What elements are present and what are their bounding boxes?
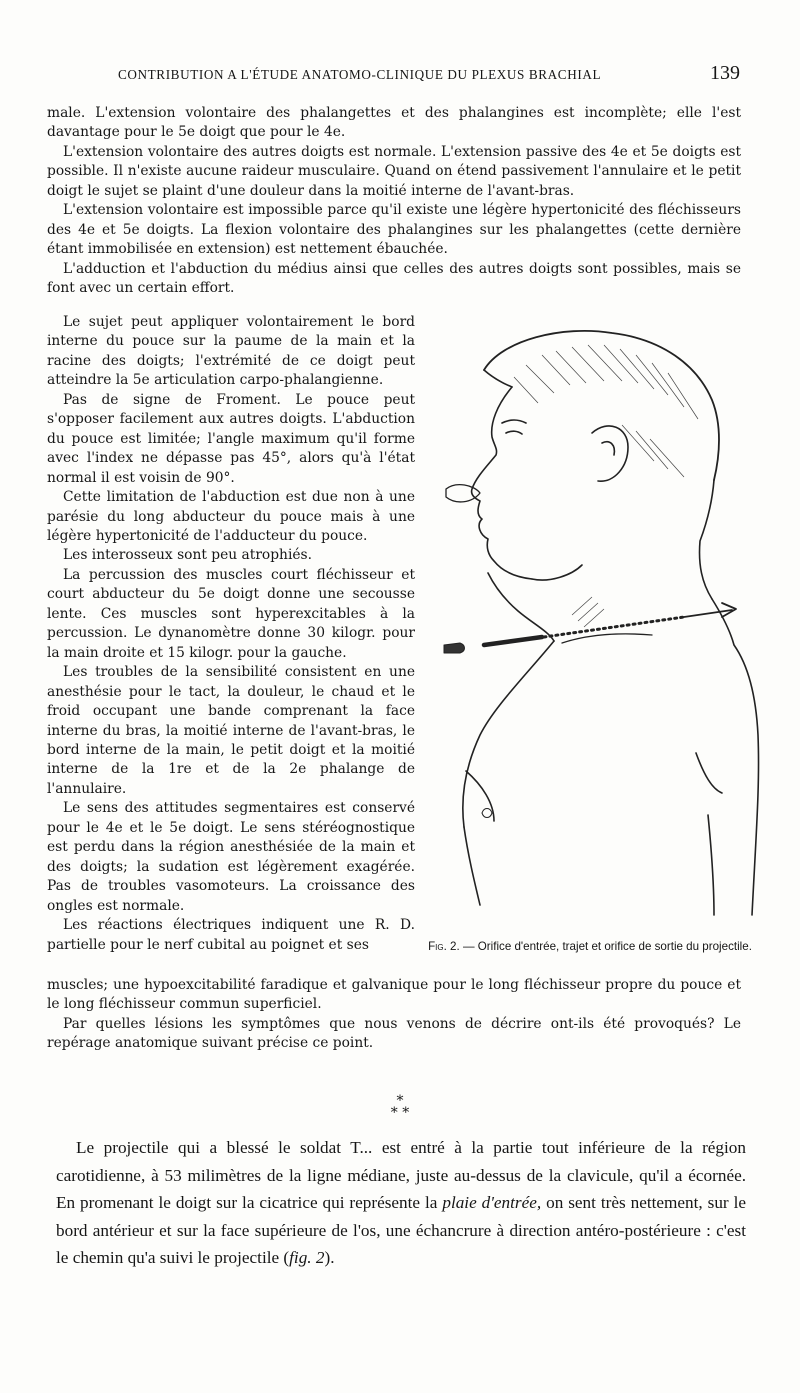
figure-caption-text: — Orifice d'entrée, trajet et orifice de sortie du projectile. — [462, 940, 752, 953]
paragraph: L'extension volontaire des autres doigts est normale. L'extension passive des 4e et 5e doigts est possible. Il n'existe aucune raideur musculaire. Quand on étend passivement l'annulaire et le petit doigt le sujet se plaint d'une douleur dans la moitié interne de l'avant-bras. — [47, 143, 741, 199]
paragraph: Le sujet peut appliquer volontairement le bord interne du pouce sur la paume de la main et la racine des doigts; l'extrémité de ce doigt peut atteindre la 5e articulation carpo-phalangienne. — [47, 314, 415, 389]
body-text-top — [47, 104, 741, 299]
body-text-column — [47, 313, 415, 955]
section-break: * * * — [390, 1093, 410, 1121]
paragraph: L'adduction et l'abduction du médius ainsi que celles des autres doigts sont possibles, mais se font avec un certain effort. — [47, 260, 741, 297]
paragraph: Les réactions électriques indiquent une R. D. partielle pour le nerf cubital au poignet et ses — [47, 917, 415, 953]
paragraph: La percussion des muscles court fléchisseur et court abducteur du 5e doigt donne une secousse lente. Ces muscles sont hyperexcitables à la percussion. Le dynanomètre donne 30 kilogr. pour la main droite et 15 kilogr. pour la gauche. — [47, 566, 415, 661]
paragraph: Le sens des attitudes segmentaires est conservé pour le 4e et le 5e doigt. Le sens stéréognostique est perdu dans la région anesthésiée de la main et des doigts; la sudation est légèrement exagérée. Pas de troubles vasomoteurs. La croissance des ongles est normale. — [47, 800, 415, 914]
figure-illustration — [422, 315, 767, 955]
paragraph: male. L'extension volontaire des phalangettes et des phalangines est incomplète; elle l'est davantage pour le 5e doigt que pour le 4e. — [47, 105, 741, 141]
paragraph: Cette limitation de l'abduction est due non à une parésie du long abducteur du pouce mais à une légère hypertonicité de l'adducteur du pouce. — [47, 489, 415, 544]
paragraph — [56, 1134, 746, 1272]
body-text-final — [56, 1134, 746, 1272]
paragraph: Les troubles de la sensibilité consistent en une anesthésie pour le tact, la douleur, le chaud et le froid occupant une bande comprenant la face interne du bras, la moitié interne de l'avant-bras, le bord interne de la main, le petit doigt et la moitié interne de la 1re et de la 2e phalange de l'annulaire. — [47, 664, 415, 797]
italic-term: plaie d'entrée, — [442, 1193, 542, 1213]
text-run: on sent très nettement, sur le bord antérieur et sur la face supérieure de l'os, une échancrure à direction antéro-postérieure : c'est le chemin qu'a suivi le projectile ( — [56, 1193, 746, 1268]
body-text-bottom — [47, 976, 741, 1054]
paragraph: Les interosseux sont peu atrophiés. — [63, 547, 312, 564]
paragraph: Pas de signe de Froment. Le pouce peut s'opposer facilement aux autres doigts. L'abduction du pouce est limitée; l'angle maximum qu'il forme avec l'index ne dépasse pas 45°, alors qu'à l'état normal il est voisin de 90°. — [47, 391, 415, 486]
profile-drawing — [422, 315, 767, 930]
paragraph: Par quelles lésions les symptômes que nous venons de décrire ont-ils été provoqués? Le repérage anatomique suivant précise ce point. — [47, 1015, 741, 1052]
text-run: ). — [324, 1248, 335, 1268]
page-number: 139 — [710, 62, 740, 84]
figure-caption — [420, 939, 760, 955]
figure-reference: fig. 2 — [289, 1248, 325, 1268]
text-run: Le projectile qui a blessé le soldat T... est entré à la partie tout inférieure de la région carotidienne, à 53 milimètres de la ligne médiane, juste au-dessus de la clavicule, qu'il a écornée. En promenant le doigt sur la cicatrice qui représente la — [56, 1138, 746, 1213]
paragraph: muscles; une hypoexcitabilité faradique et galvanique pour le long fléchisseur propre du pouce et le long fléchisseur commun superficiel. — [47, 977, 741, 1013]
running-header — [118, 62, 740, 88]
figure-label: Fig. 2. — [428, 940, 460, 953]
running-head: CONTRIBUTION A L'ÉTUDE ANATOMO-CLINIQUE DU PLEXUS BRACHIAL — [118, 67, 602, 82]
paragraph: L'extension volontaire est impossible parce qu'il existe une légère hypertonicité des fléchisseurs des 4e et 5e doigts. La flexion volontaire des phalangines sur les phalangettes (cette dernière étant immobilisée en extension) est nettement ébauchée. — [47, 202, 741, 258]
